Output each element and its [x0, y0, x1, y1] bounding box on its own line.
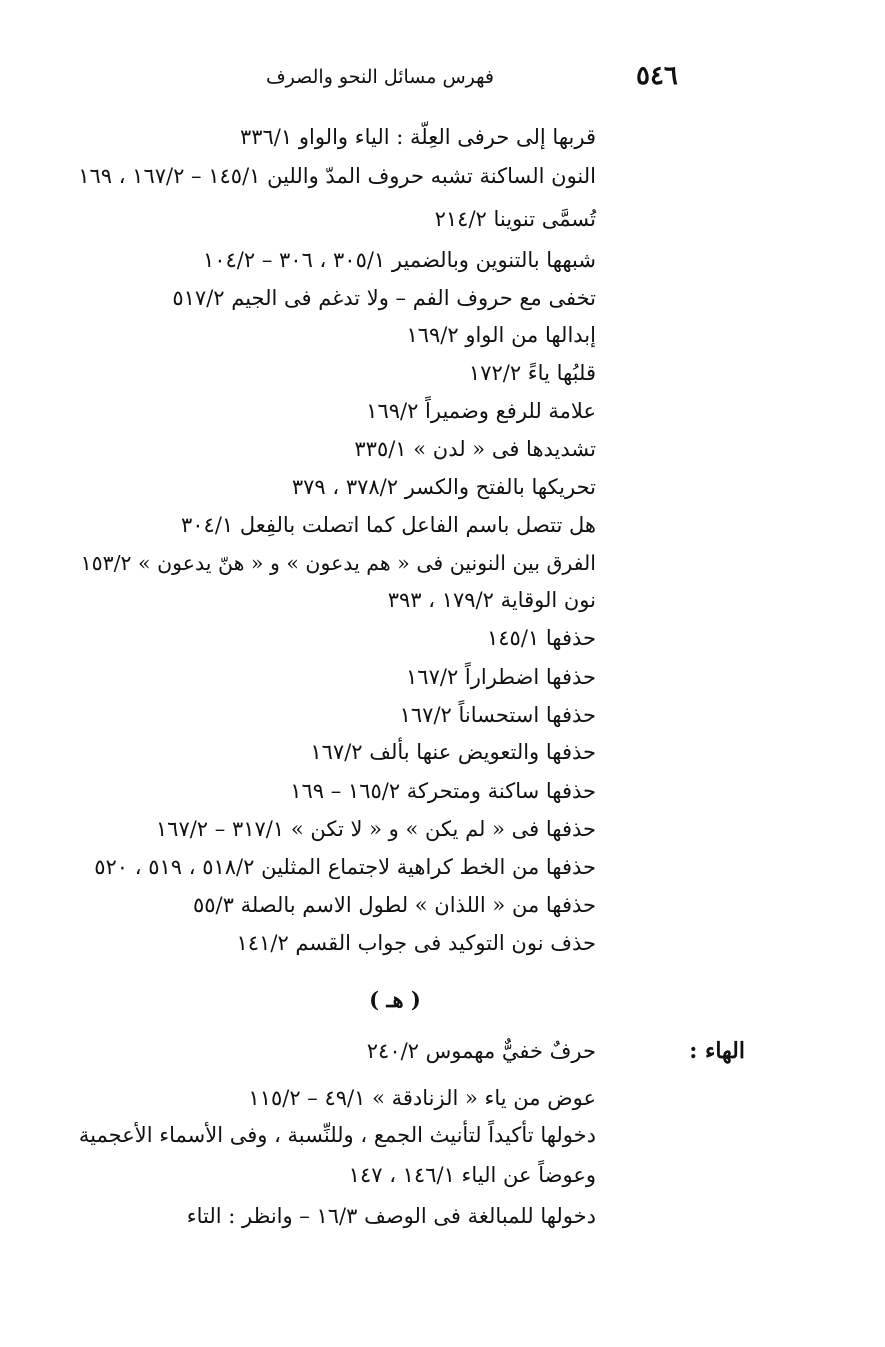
headword-ha: الهاء :	[689, 1038, 745, 1064]
index-entry: علامة للرفع وضميراً ١٦٩/٢	[366, 399, 596, 423]
index-entry: حذفها فى « لم يكن » و « لا تكن » ٣١٧/١ – ١٦٧/٢	[155, 817, 596, 841]
index-entry: النون الساكنة تشبه حروف المدّ واللين ١٤٥/١ – ١٦٧/٢ ، ١٦٩	[78, 164, 596, 188]
index-entry: حذف نون التوكيد فى جواب القسم ١٤١/٢	[236, 931, 596, 955]
page-number: ٥٤٦	[636, 61, 678, 91]
index-entry: حذفها استحساناً ١٦٧/٢	[399, 703, 596, 727]
section-heading-ha: ( هـ )	[369, 987, 421, 1012]
index-entry: حذفها من « اللذان » لطول الاسم بالصلة ٥٥/٣	[192, 893, 596, 917]
index-entry: تُسمَّى تنوينا ٢١٤/٢	[434, 207, 596, 231]
index-entry: عوض من ياء « الزنادقة » ٤٩/١ – ١١٥/٢	[248, 1086, 596, 1110]
running-title: فهرس مسائل النحو والصرف	[265, 66, 494, 88]
index-entry: قلبُها ياءً ١٧٢/٢	[468, 361, 596, 385]
index-entry: حذفها ١٤٥/١	[487, 626, 596, 650]
index-entry: حذفها ساكنة ومتحركة ١٦٥/٢ – ١٦٩	[290, 779, 596, 803]
index-entry: حذفها من الخط كراهية لاجتماع المثلين ٥١٨/٢ ، ٥١٩ ، ٥٢٠	[94, 855, 596, 879]
index-entry: وعوضاً عن الياء ١٤٦/١ ، ١٤٧	[348, 1163, 596, 1187]
index-entry: دخولها تأكيداً لتأنيث الجمع ، وللنِّسبة ، وفى الأسماء الأعجمية	[78, 1123, 596, 1147]
index-entry: إبدالها من الواو ١٦٩/٢	[406, 323, 596, 347]
index-entry: تحريكها بالفتح والكسر ٣٧٨/٢ ، ٣٧٩	[291, 475, 596, 499]
index-entry: حذفها اضطراراً ١٦٧/٢	[406, 665, 596, 689]
index-entry: تخفى مع حروف الفم – ولا تدغم فى الجيم ٥١٧/٢	[172, 286, 596, 310]
index-entry: الفرق بين النونين فى « هم يدعون » و « هنّ يدعون » ١٥٣/٢	[80, 551, 596, 575]
index-entry: دخولها للمبالغة فى الوصف ١٦/٣ – وانظر : التاء	[186, 1204, 596, 1228]
index-entry: حذفها والتعويض عنها بألف ١٦٧/٢	[310, 740, 596, 764]
index-entry: هل تتصل باسم الفاعل كما اتصلت بالفِعل ٣٠٤/١	[180, 513, 596, 537]
index-entry: شبهها بالتنوين وبالضمير ٣٠٥/١ ، ٣٠٦ – ١٠٤/٢	[202, 248, 596, 272]
index-entry: حرفٌ خفيٌّ مهموس ٢٤٠/٢	[366, 1039, 596, 1063]
index-entry: قربها إلى حرفى العِلّة : الياء والواو ٣٣٦/١	[239, 125, 596, 149]
index-entry: تشديدها فى « لدن » ٣٣٥/١	[354, 437, 596, 461]
index-entry: نون الوقاية ١٧٩/٢ ، ٣٩٣	[387, 588, 596, 612]
